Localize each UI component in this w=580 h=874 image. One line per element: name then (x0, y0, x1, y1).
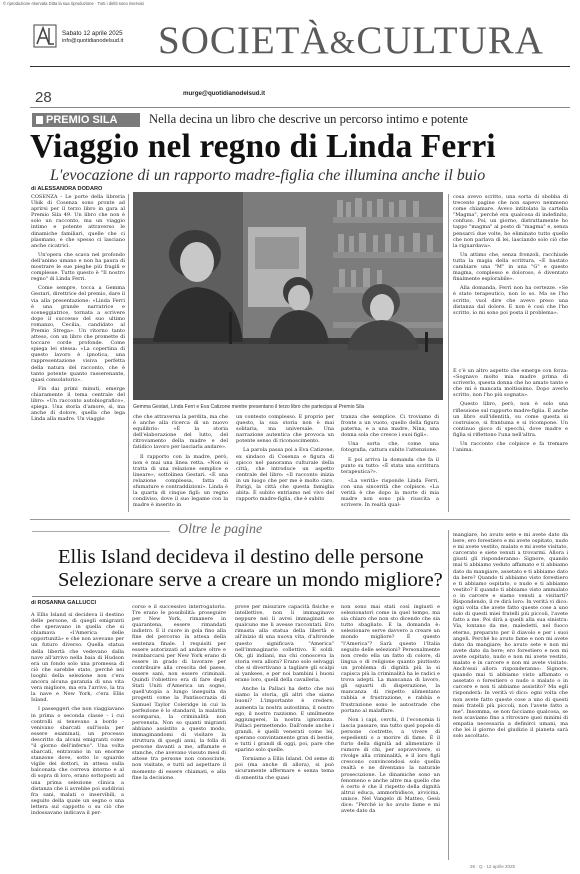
article2-paragraph: mangiare, ho avuto sete e mi avete dato da bere, ero forestiero e mi avete ospitato, nudo e mi avete vestito, malato e mi avete visitato, carcerato e siete venuti a trovarmi. Allora i giusti gli risponderanno: Signore, quando mai ti abbiamo veduto affamato e ti abbiamo dato da mangiare, assetato e ti abbiamo dato da bere? Quando ti abbiamo visto forestiero e ti abbiamo ospitato, o nudo e ti abbiamo vestito? E quando ti abbiamo visto ammalato o in carcere e siamo venuti a visitarti? Rispondendo, il re dirà loro: In verità vi dico: ogni volta che avete fatto queste cose a uno solo di questi miei fratelli più piccoli, l'avete fatto a me. Poi dirà a quelli alla sua sinistra: Via, lontano da me, maledetti, nel fuoco eterno, preparato per il diavolo e per i suoi angeli. Perché ho avuto fame e non mi avete dato da mangiare; ho avuto sete e non mi avete dato da bere; ero forestiero e non mi avete ospitato, nudo e non mi avete vestito, malato e in carcere e non mi avete visitato. Anch'essi allora risponderanno: Signore, quando mai ti abbiamo visto affamato o assetato o forestiero o nudo o malato o in carcere e non ti abbiamo assistito? Ma egli risponderà: In verità vi dico: ogni volta che non avete fatto queste cose a uno di questi miei fratelli più piccoli, non l'avete fatto a me". Insomma, se non facciamo qualcosa, se non scaviamo fino a ritrovare quei minimi di empatia necessaria a definirci umani, ma che lei il giorno del giudizio il pianeta sarà solo ascoltato. (453, 532, 568, 740)
article2-paragraph: I passeggeri che non viaggiavano in prima o seconda classe - i cui controlli si tenevano a bordo - venivano sbarcati sull'isola per essere esaminati, un processo descritto da alcuni emigranti come "il giorno dell'inferno". Una volta sbarcati, entravano in un enorme stanzone dove, sotto lo sguardo vigile dei dottori, in attesa sulla balconata che correva intorno e al di sopra di loro, erano sottoposti ad una prima selezione clinica a distanza che li avrebbe poi suddivisi fra sani, malati o inservibili, a seguito della quale un segno o una lettera sul cappotto o su ciò che indossavano indicava il per- (31, 706, 124, 816)
footer-edition: 28 · Q · 12 aprile 2025 (470, 864, 516, 869)
article2-title-line2: Selezionare serve a creare un mondo migliore? (58, 569, 443, 591)
section-title-a: SOCIETÀ (158, 19, 330, 62)
article1-col4 (341, 414, 439, 512)
article2-col1 (31, 612, 124, 860)
article1-paragraph: Un attimo che, senza fronzoli, racchiude tutta la magia della scrittura. «È bastato cambiare una "M" in una "G" e questo magma, complesso e doloroso, è diventato finalmente esplorabile». (453, 251, 568, 283)
kicker-square-icon (36, 116, 43, 124)
page-number: 28 (35, 89, 52, 106)
article2-paragraph: prove per misurare capacità fisiche e intellettive, non li immaginavo neppure nei li avrei immaginati se qualcuno me li avesse raccontati. Ero rimasta alla statua della libertà e all'inizio di una nuova vita, d'altronde questo significava "America" nell'immaginario collettivo. E soldi. Ok, gli indiani, ma chi conosceva la storia vera allora? Erano solo selvaggi che si divertivano a tagliare gli scalpi ai yankees, e per noi bambini i buoni erano loro, quelli della cavalleria. (235, 604, 334, 684)
section-title (158, 19, 544, 65)
article1-paragraph: Un racconto che colpisce e fa tremare l'anima. (453, 441, 568, 454)
column-rule (448, 194, 449, 512)
article1-paragraph: Il rapporto con la madre, però, non è mai una linea retta. «Non si tratta di una relazione semplice e lineare», sottolinea Gestari. «È una relazione complessa, fatta di sfumature e contraddizioni». Linda è la quarta di cinque figli: un regno condiviso, dove il suo legame con la madre è inserito in (133, 453, 228, 509)
article1-paragraph: Fin dai primi minuti, emerge chiaramente il tema centrale del libro: «Un racconto autobiografico», spiega. Una storia d'amore, sì, ma anche di dolore, quella che lega Linda alla madre. Un viaggio (31, 385, 125, 423)
presentation-photo (133, 192, 443, 400)
article2-col3 (235, 604, 334, 860)
article1-paragraph: Come sempre, tocca a Gemma Gestari, direttrice del premio, dare il via alla presentazione: «Linda Ferri è una grande narratrice e sceneggiatrice, tornata a scrivere dopo il successo del suo ultimo romanzo, Cecilia, candidato al Premio Strega». Un ritorno tanto atteso, con un libro che promette di toccare corde profonde. Come spiega lei stessa: «La copertina di questo lavoro è ipnotica, una rappresentazione visiva perfetta della natura del racconto, che è tanto potente quanto rasserenante, quasi consolatorio». (31, 285, 125, 383)
article2-paragraph: A Ellis Island si decideva il destino delle persone, di quegli emigranti che speravano in quella che si chiamava «l'America delle opportunità» e che non avevano per un futuro diverso. Quella statua della libertà che vedevano dalla nave all'arrivo nella baia di Hudson era un fondo solo una promessa di ciò che sarebbe stato, perché nei luoghi della selezione non c'era ancora alcuna garanzia di una vita vera migliore, ma era l'arrivo, la tra la nave e New York, c'era Ellis Island. (31, 612, 124, 704)
article1-byline (31, 186, 102, 192)
article1-paragraph: un contesto complesso. E proprio per questo, la sua storia non è mai solitaria, ma universale. Una narrazione autentica che provoca un potente senso di riconoscimento. (236, 414, 334, 445)
article2-paragraph: Anche la Pallaci ha detto che noi siamo la storia, gli altri che siamo buoni? L'importante è credere, aumenta la nostra autostima, il nostro ego, il nostro razzismo. E umilmente aggiungerei, la nostra ignoranza. Pallaci permettendo. Dall'onde anche i grandi, è quelli venerati come lei, sperano convintamente gran di bestie, e tutti i grandi di oggi, poi, pare che sparino solo quelle. (235, 686, 334, 754)
article1-paragraph: COSENZA - Le porte della libreria Ubik di Cosenza sono pronte ad aprirsi per il terzo libro in gara al Premio Sila 49. Un libro che non è solo un racconto, ma un viaggio intimo e potente attraverso le dinamiche familiari, quelle che ci plasmano, e che spesso ci lasciano anche cicatrici. (31, 194, 125, 249)
article1-col6 (453, 368, 568, 512)
section-email-rule (30, 107, 570, 108)
article2-paragraph: Non i capi, cerchi, il l'economia li lascia passare, ma tutto quel popolo di persone costrette, a vivere di espedienti o a morire di fame. È il furto della dignità ad alimentare il rumore di chi, per sopravvivere, si rivolge alla criminalità, e il loro figli crescono convincendosi solo quella realtà e ne diventano la naturale prosecuzione. Le dinamiche sono un fenomeno e anche altre ma quello che è certo è che il rispetto della dignità altrui educa, ammorbidisce, avvicina, unisce. Nel Vangelo di Matteo, Gesù dice: "Perché io ho avuto fame e mi avete dato da (341, 716, 440, 815)
article1-col3 (236, 414, 334, 512)
article2-col2 (132, 604, 226, 860)
article1-paragraph: Una sorta che, come una fotografia, cattura subito l'attenzione. (341, 441, 439, 454)
article1-col2 (133, 414, 228, 512)
article1-paragraph: Un'opera che scava nel profondo dell'animo umano e non ha paura di mostrare le sue pieghe più fragili e complesse. Tutto questo è "Il nostro regno" di Linda Ferri. (31, 251, 125, 283)
column-rule (448, 530, 449, 860)
kicker-badge (32, 113, 140, 127)
article1-title: Viaggio nel regno di Linda Ferri (30, 128, 496, 165)
section-title-amp: & (329, 25, 357, 61)
masthead-logo (33, 23, 57, 49)
byline-author: ALESSANDRA DODARO (37, 186, 103, 192)
article1-paragraph: «La verità» risponde Linda Ferri, con una sincerità che colpisce. «La verità è che dopo la morte di mia madre non sono più riuscita a scrivere. In realtà qual- (341, 477, 439, 509)
article1-subhead: Nella decina un libro che descrive un percorso intimo e potente (149, 112, 468, 126)
section-email[interactable]: murge@quotidianodelsud.it (183, 90, 265, 97)
article2-title-line1: Ellis Island decideva il destino delle persone (58, 546, 424, 568)
article1-deck: L'evocazione di un rapporto madre-figlia che illumina anche il buio (50, 167, 486, 184)
byline-prefix: di (31, 186, 36, 192)
header-email[interactable]: info@quotidianodelsud.it (62, 38, 124, 44)
article1-paragraph: E poi arriva la domanda che fa il punto su tutto: «È stata una scrittura terapeutica?». (341, 456, 439, 475)
article1-paragraph: La parola passa poi a Eva Catizone, ex sindaco di Cosenza e figura di spicco nel panorama culturale della città, che introduce un aspetto centrale del libro: «Il racconto inizia in un luogo che per me è molto caro, Parigi, la città che questa famiglia abita. È subito entriamo nel vivo del rapporto madre-figlia, che è subito (236, 447, 334, 503)
article1-photo (133, 192, 443, 400)
byline-author: ROSANNA GALLUCCI (37, 600, 97, 606)
article2-col5 (453, 532, 568, 860)
header-rule (30, 66, 570, 67)
photo-caption: Gemma Gestari, Linda Ferri e Eva Catizone mentre presentano il terzo libro che partecipa al Premio Sila (133, 404, 365, 410)
article2-col4 (341, 604, 440, 860)
newspaper-logo-icon (33, 23, 57, 49)
article1-paragraph: che che attraversa la perdita, ma che è anche alla ricerca di un nuovo equilibrio: «È la storia dell'elaborazione del lutto, del ritrovamento della madre e del fatidico lavoro per lasciarla andare». (133, 414, 228, 451)
column-rule (128, 194, 129, 512)
article1-paragraph: tranza che semplice. Ci troviamo di fronte a un vuoto, quello della figura paterna, e a una madre, Nina, una donna sola che cresce i suoi figli». (341, 414, 439, 439)
article1-col5 (453, 194, 568, 366)
article2-paragraph: Torniamo a Ellis Island. Od seme di poi (ma anche di allora), si può sicuramente affermare e senza tema di smentita che quasi (235, 756, 334, 781)
article2-title-rule (32, 596, 440, 597)
article2-byline (31, 600, 96, 606)
copyright-notice: © riproduzione riservata Ditta la sua riproduzione · Tutti i diritti sono riservati (3, 1, 144, 6)
article1-paragraph: È c'è un altro aspetto che emerge con forza: «Sognavo molto mia madre prima di scriverlo, questa donna che ho amato tanto e che mi è mancata moltissimo. Dopo averlo scritto, non l'ho più sognata». (453, 368, 568, 399)
article1-col1 (31, 194, 125, 512)
article2-kicker-rule-left (32, 531, 170, 532)
article1-paragraph: Questo libro, però, non è solo una riflessione sul rapporto madre-figlia. È anche un libro sull'identità, su come questa si costruisce, si frantuma e si ricompone. Un continuo gioco di specchi, dove madre e figlia si riflettono l'una nell'altra. (453, 401, 568, 438)
section-title-b: CULTURA (356, 19, 544, 62)
article1-paragraph: cosa avevo scritto, una sorta di sbobba di trecento pagine che non sapevo nemmeno come chiamare. Avevo intitolato la cartella "Magma", perché era qualcosa di indefinito, confuso. Poi, un giorno, distrattamente ho tappo "magma" al posto di "magma" e, senza pensarci due volte, ho eliminato tutto quello che non parlava di lei, lasciando solo ciò che la riguardava». (453, 194, 568, 249)
article2-kicker: Oltre le pagine (178, 522, 263, 537)
kicker-label: PREMIO SILA (46, 114, 118, 126)
article1-paragraph: Alla domanda, Ferri non ha certezze. «Se è stato terapeutico, non lo so. Ma se l'ho scritto, vuol dire che avevo preso una distanza dal dolore. E non è così che l'ho scritto, io mi sono poi posta il problema». (453, 285, 568, 316)
article2-paragraph: non sono mai stati così ingiusti e selezionatori come in quel tempo, ma sia chiaro che non sto dicendo che sia tutto sbagliato. E la domanda è: selezionare serve davvero a creare un mondo migliore? È questo "l'America"? Sarà questo l'Italia seguito delle selezioni? Personalmente non credo ella un fatto di colore, di lingua o di religione quanto piuttosto un problema di dignità più la si capisca più la criminalità ha le radici e trova adepti. La mancanza di lavoro, gli squarti di disperazione, la mancanza di rispetto alimentano rabbia e frustrazione, e rabbia e frustrazione sono le autostrade che portano al malaffare. (341, 604, 440, 714)
issue-date: Sabato 12 aprile 2025 (62, 30, 123, 37)
byline-prefix: di (31, 600, 36, 606)
article2-top-rule (30, 519, 570, 520)
article2-paragraph: corso e il successivo interrogatorio. Tre erano le possibilità: proseguire per New York, rimanere in quarantena, essere rimandati indietro. E il cuore in gola fino alla fine del percorso in attesa della sentenza finale. I requisiti per essere autorizzati ad andare oltre e reimbarcarsi per New York erano di essere in grado di lavorare per contribuire alla crescita del paese, essere sani, non essere criminali. Quindi l'obiettivo era di fare degli Stati Uniti d'America un sogno, quell'utopia a lungo inseguita da progetti come la Pantisocrazia di Samuel Taylor Coleridge in cui la perfezione è lo standard, la malattia scomparsa, la criminalità non pervenuta. Non so quanti migranti abbiano assistito a questo modo, immaginandomi di visitare la struttura di quegli anni, la folla di persone davanti a me, affamate e stanche, che avevano vissuto mesi di attese tra persone non conosciute, non visitate, e tutti ad aspettare il momento di essere chiamati, e alla fine la decisione. (132, 604, 226, 781)
